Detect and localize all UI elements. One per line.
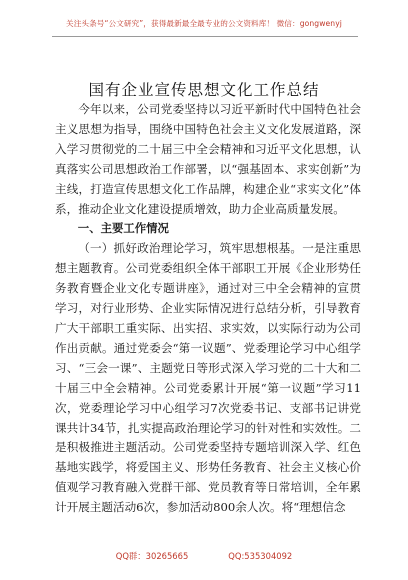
document-body xyxy=(55,100,361,518)
intro-paragraph: 今年以来，公司党委坚持以习近平新时代中国特色社会主义思想为指导，围绕中国特色社会主义文化发展道路，深入学习贯彻党的二十届三中全会精神和习近平文化思想，认真落实公司思想政治工作部署，以“强基固本、求实创新”为主线，打造宣传思想文化工作品牌，构建企业“求实文化”体系，推动企业文化建设提质增效，助力企业高质量发展。 xyxy=(55,102,361,216)
body-paragraph: （一）抓好政治理论学习，筑牢思想根基。一是注重思想主题教育。公司党委组织全体干部职工开展《企业形势任务教育暨企业文化专题讲座》，通过对三中全会精神的宣贯学习，对行业形势、企业实际情况进行总结分析，引导教育广大干部职工重实际、出实招、求实效，以实际行动为公司作出贡献。通过党委会“第一议题”、党委理论学习中心组学习、“三会一课”、主题党日等形式深入学习党的二十大和二十届三中全会精神。公司党委累计开展“第一议题”学习11次，党委理论学习中心组学习7次党委书记、支部书记讲党课共计34节，扎实提高政治理论学习的针对性和实效性。二是积极推进主题活动。公司党委坚持专题培训深入学、红色基地实践学，将爱国主义、形势任务教育、社会主义核心价值观学习教育融入党群干部、党员教育等日常培训，全年累计开展主题活动6次，参加活动800余人次。将“理想信念 xyxy=(55,241,361,515)
footer-qq-group: QQ群：30265665 xyxy=(115,551,189,561)
section-heading: 一、主要工作情况 xyxy=(77,221,169,236)
document-title: 国有企业宣传思想文化工作总结 xyxy=(88,81,320,99)
header-promo-note: 关注头条号“公文研究”，获得最新最全最专业的公文资料库！ 微信：gongwenyj xyxy=(66,19,342,28)
footer-qq-number: QQ:535304092 xyxy=(228,551,293,561)
footer-contact xyxy=(0,550,408,562)
header-divider xyxy=(52,36,358,37)
